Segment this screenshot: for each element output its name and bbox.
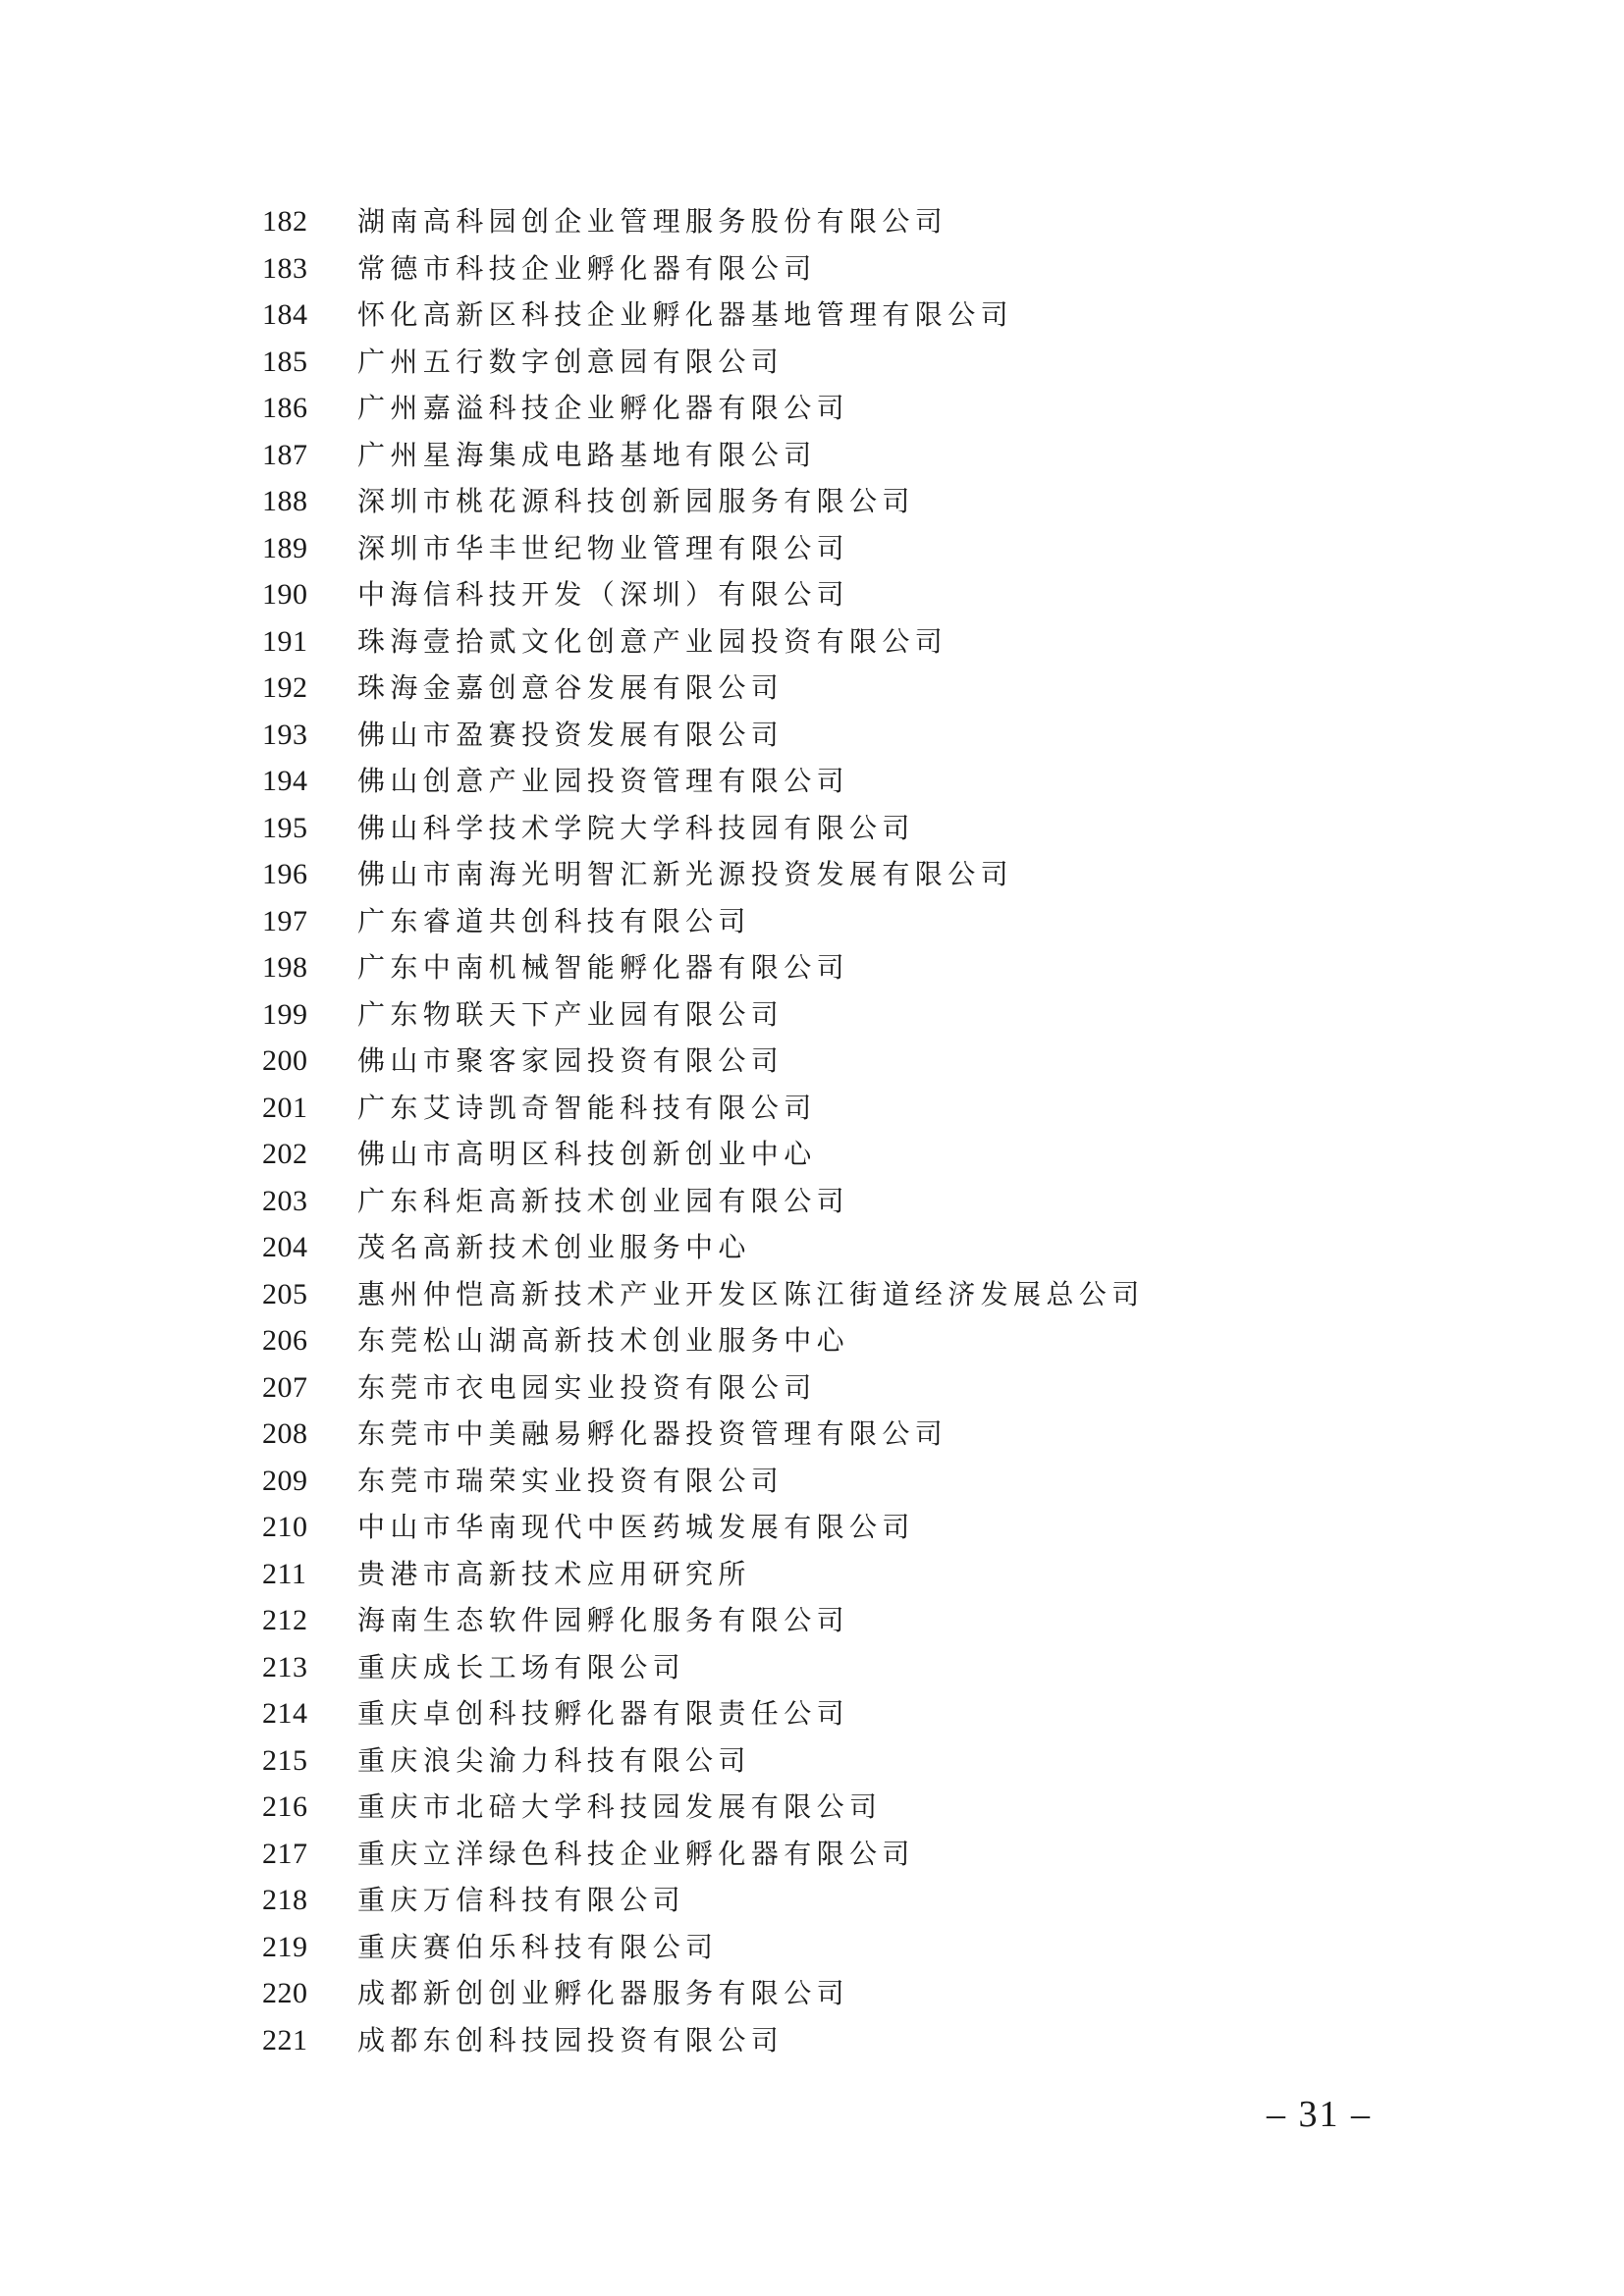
entry-number: 195 bbox=[262, 811, 308, 844]
entry-company-name: 成都新创创业孵化器服务有限公司 bbox=[357, 1977, 850, 2009]
entry-company-name: 海南生态软件园孵化服务有限公司 bbox=[357, 1604, 850, 1636]
entry-number: 213 bbox=[262, 1650, 308, 1683]
list-item bbox=[0, 1364, 1624, 1412]
entry-company-name: 重庆立洋绿色科技企业孵化器有限公司 bbox=[357, 1837, 915, 1870]
entry-company-name: 贵港市高新技术应用研究所 bbox=[357, 1557, 751, 1590]
entry-company-name: 广州星海集成电路基地有限公司 bbox=[357, 438, 817, 471]
entry-number: 185 bbox=[262, 345, 308, 378]
entry-company-name: 中海信科技开发（深圳）有限公司 bbox=[357, 578, 850, 611]
entry-company-name: 重庆卓创科技孵化器有限责任公司 bbox=[357, 1697, 850, 1730]
entry-company-name: 惠州仲恺高新技术产业开发区陈江街道经济发展总公司 bbox=[357, 1277, 1145, 1310]
entry-number: 192 bbox=[262, 671, 308, 704]
entry-number: 206 bbox=[262, 1324, 308, 1357]
entry-number: 191 bbox=[262, 624, 308, 658]
list-item bbox=[0, 1271, 1624, 1318]
list-item bbox=[0, 1690, 1624, 1737]
list-item bbox=[0, 1178, 1624, 1225]
entry-number: 219 bbox=[262, 1930, 308, 1963]
list-item bbox=[0, 665, 1624, 712]
entry-company-name: 东莞市中美融易孵化器投资管理有限公司 bbox=[357, 1417, 948, 1450]
list-item bbox=[0, 618, 1624, 666]
entry-number: 187 bbox=[262, 438, 308, 471]
list-item bbox=[0, 851, 1624, 898]
list-item bbox=[0, 245, 1624, 293]
entry-number: 209 bbox=[262, 1464, 308, 1497]
list-item bbox=[0, 432, 1624, 479]
entry-company-name: 广东物联天下产业园有限公司 bbox=[357, 997, 785, 1031]
list-item bbox=[0, 1784, 1624, 1831]
entry-number: 200 bbox=[262, 1044, 308, 1077]
list-item bbox=[0, 1317, 1624, 1364]
list-item bbox=[0, 1551, 1624, 1598]
entry-company-name: 广东科炬高新技术创业园有限公司 bbox=[357, 1184, 850, 1217]
list-item bbox=[0, 339, 1624, 386]
entry-number: 218 bbox=[262, 1884, 308, 1916]
entry-company-name: 珠海壹拾贰文化创意产业园投资有限公司 bbox=[357, 624, 948, 658]
list-item bbox=[0, 1411, 1624, 1458]
list-item bbox=[0, 1085, 1624, 1132]
entry-company-name: 广州五行数字创意园有限公司 bbox=[357, 345, 785, 378]
list-item bbox=[0, 758, 1624, 805]
list-item bbox=[0, 1831, 1624, 1878]
entry-company-name: 重庆赛伯乐科技有限公司 bbox=[357, 1930, 719, 1963]
list-item bbox=[0, 1224, 1624, 1271]
entry-number: 221 bbox=[262, 2023, 308, 2056]
entry-company-name: 茂名高新技术创业服务中心 bbox=[357, 1231, 751, 1263]
entry-company-name: 佛山市南海光明智汇新光源投资发展有限公司 bbox=[357, 858, 1014, 890]
entry-number: 197 bbox=[262, 904, 308, 937]
entry-company-name: 广东艾诗凯奇智能科技有限公司 bbox=[357, 1091, 817, 1124]
entry-number: 207 bbox=[262, 1370, 308, 1404]
list-item bbox=[0, 198, 1624, 245]
entry-company-name: 广州嘉溢科技企业孵化器有限公司 bbox=[357, 392, 850, 424]
entry-number: 193 bbox=[262, 718, 308, 751]
entry-company-name: 重庆成长工场有限公司 bbox=[357, 1650, 686, 1683]
entry-company-name: 佛山市盈赛投资发展有限公司 bbox=[357, 718, 785, 751]
entry-number: 215 bbox=[262, 1743, 308, 1777]
entry-number: 204 bbox=[262, 1231, 308, 1263]
entry-number: 210 bbox=[262, 1511, 308, 1543]
entry-company-name: 珠海金嘉创意谷发展有限公司 bbox=[357, 671, 785, 704]
list-item bbox=[0, 712, 1624, 759]
list-item bbox=[0, 1970, 1624, 2017]
entry-company-name: 佛山科学技术学院大学科技园有限公司 bbox=[357, 811, 915, 844]
list-item bbox=[0, 898, 1624, 945]
entry-company-name: 湖南高科园创企业管理服务股份有限公司 bbox=[357, 205, 948, 238]
entry-company-name: 佛山市聚客家园投资有限公司 bbox=[357, 1044, 785, 1077]
entry-company-name: 重庆万信科技有限公司 bbox=[357, 1884, 686, 1916]
entry-number: 194 bbox=[262, 765, 308, 797]
entry-number: 184 bbox=[262, 298, 308, 331]
page-number: – 31 – bbox=[1267, 2094, 1372, 2135]
list-item bbox=[0, 1458, 1624, 1505]
entry-number: 212 bbox=[262, 1604, 308, 1636]
entry-company-name: 东莞市瑞荣实业投资有限公司 bbox=[357, 1464, 785, 1497]
list-item bbox=[0, 292, 1624, 339]
list-item bbox=[0, 805, 1624, 852]
entry-number: 216 bbox=[262, 1790, 308, 1823]
entry-number: 198 bbox=[262, 951, 308, 984]
entry-number: 182 bbox=[262, 205, 308, 238]
entry-company-name: 深圳市华丰世纪物业管理有限公司 bbox=[357, 531, 850, 564]
entry-number: 208 bbox=[262, 1417, 308, 1450]
list-item bbox=[0, 385, 1624, 432]
entry-company-name: 重庆浪尖渝力科技有限公司 bbox=[357, 1743, 751, 1777]
entry-number: 199 bbox=[262, 997, 308, 1031]
entry-company-name: 广东中南机械智能孵化器有限公司 bbox=[357, 951, 850, 984]
list-item bbox=[0, 571, 1624, 618]
list-item bbox=[0, 2017, 1624, 2064]
entry-company-name: 广东睿道共创科技有限公司 bbox=[357, 904, 751, 937]
list-item bbox=[0, 1131, 1624, 1178]
entry-number: 214 bbox=[262, 1697, 308, 1730]
list-item bbox=[0, 991, 1624, 1039]
entry-company-name: 成都东创科技园投资有限公司 bbox=[357, 2023, 785, 2056]
entry-number: 203 bbox=[262, 1184, 308, 1217]
list-item bbox=[0, 1597, 1624, 1644]
entry-company-name: 怀化高新区科技企业孵化器基地管理有限公司 bbox=[357, 298, 1014, 331]
entry-number: 183 bbox=[262, 251, 308, 285]
entry-number: 196 bbox=[262, 858, 308, 890]
entry-number: 211 bbox=[262, 1557, 307, 1590]
entry-number: 189 bbox=[262, 531, 308, 564]
list-item bbox=[0, 1737, 1624, 1785]
entry-number: 205 bbox=[262, 1277, 308, 1310]
entry-company-name: 佛山市高明区科技创新创业中心 bbox=[357, 1138, 817, 1170]
entry-number: 217 bbox=[262, 1837, 308, 1870]
list-item bbox=[0, 478, 1624, 525]
list-item bbox=[0, 944, 1624, 991]
entry-number: 220 bbox=[262, 1977, 308, 2009]
entry-company-name: 东莞松山湖高新技术创业服务中心 bbox=[357, 1324, 850, 1357]
list-item bbox=[0, 1877, 1624, 1924]
entry-number: 188 bbox=[262, 485, 308, 517]
entry-number: 201 bbox=[262, 1091, 308, 1124]
entry-company-name: 佛山创意产业园投资管理有限公司 bbox=[357, 765, 850, 797]
list-item bbox=[0, 525, 1624, 572]
list-item bbox=[0, 1924, 1624, 1971]
list-item bbox=[0, 1504, 1624, 1551]
company-list bbox=[0, 198, 1624, 2063]
entry-number: 190 bbox=[262, 578, 308, 611]
entry-number: 202 bbox=[262, 1138, 308, 1170]
entry-company-name: 常德市科技企业孵化器有限公司 bbox=[357, 251, 817, 285]
entry-number: 186 bbox=[262, 392, 308, 424]
list-item bbox=[0, 1038, 1624, 1085]
entry-company-name: 东莞市衣电园实业投资有限公司 bbox=[357, 1370, 817, 1404]
entry-company-name: 深圳市桃花源科技创新园服务有限公司 bbox=[357, 485, 915, 517]
entry-company-name: 中山市华南现代中医药城发展有限公司 bbox=[357, 1511, 915, 1543]
list-item bbox=[0, 1644, 1624, 1691]
entry-company-name: 重庆市北碚大学科技园发展有限公司 bbox=[357, 1790, 883, 1823]
